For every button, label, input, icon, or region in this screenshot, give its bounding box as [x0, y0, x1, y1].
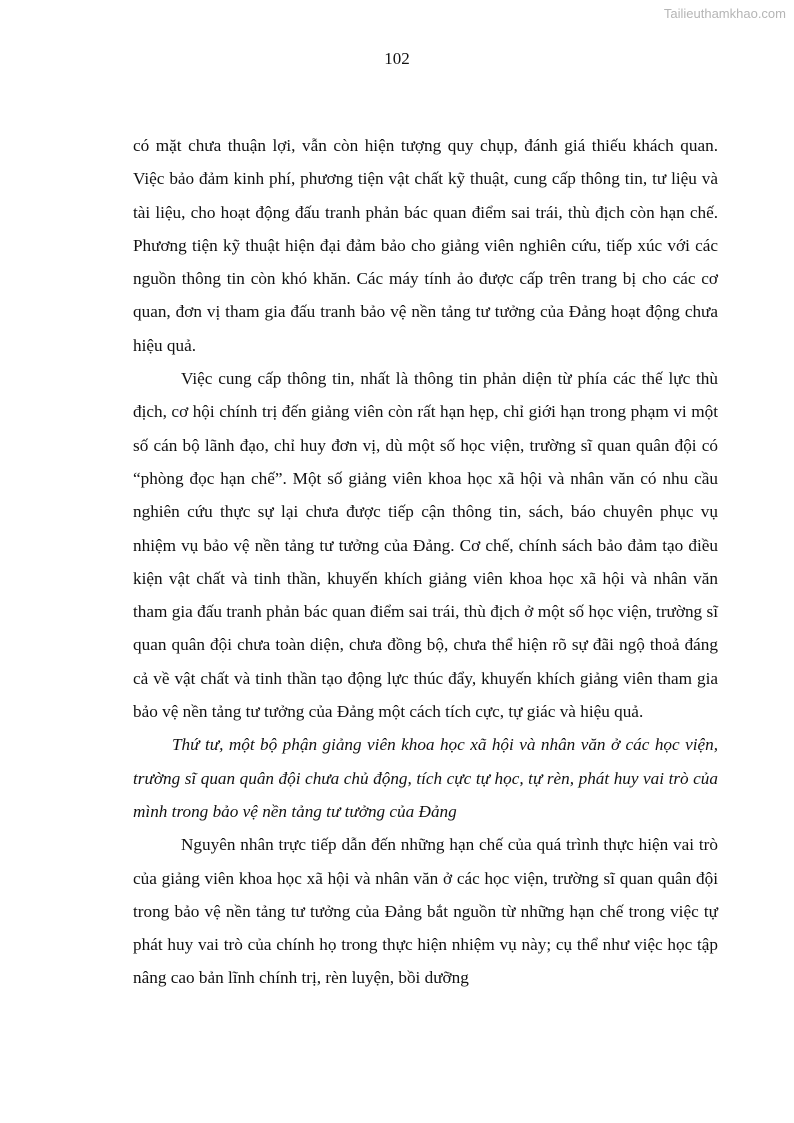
paragraph-direct-cause: Nguyên nhân trực tiếp dẫn đến những hạn chế của quá trình thực hiện vai trò của giảng viên khoa học xã hội và nhân văn ở các học viện, trường sĩ quan quân đội trong bảo vệ nền tảng tư tưởng của Đảng bắt nguồn từ những hạn chế trong việc tự phát huy vai trò của chính họ trong thực hiện nhiệm vụ này; cụ thể như việc học tập nâng cao bản lĩnh chính trị, rèn luyện, bồi dưỡng [133, 835, 718, 988]
watermark: Tailieuthamkhao.com [663, 6, 786, 21]
page-number: 102 [384, 49, 410, 68]
document-body [133, 129, 718, 995]
paragraph-information-supply: Việc cung cấp thông tin, nhất là thông tin phản diện từ phía các thế lực thù địch, cơ hội chính trị đến giảng viên còn rất hạn hẹp, chỉ giới hạn trong phạm vi một số cán bộ lãnh đạo, chỉ huy đơn vị, dù một số học viện, trường sĩ quan quân đội có “phòng đọc hạn chế”. Một số giảng viên khoa học xã hội và nhân văn có nhu cầu nghiên cứu thực sự lại chưa được tiếp cận thông tin, sách, báo chuyên phục vụ nhiệm vụ bảo vệ nền tảng tư tưởng của Đảng. Cơ chế, chính sách bảo đảm tạo điều kiện vật chất và tinh thần, khuyến khích giảng viên khoa học xã hội và nhân văn tham gia đấu tranh phản bác quan điểm sai trái, thù địch ở một số học viện, trường sĩ quan quân đội chưa toàn diện, chưa đồng bộ, chưa thể hiện rõ sự đãi ngộ thoả đáng cả về vật chất và tinh thần tạo động lực thúc đẩy, khuyến khích giảng viên tham gia bảo vệ nền tảng tư tưởng của Đảng một cách tích cực, tự giác và hiệu quả. [133, 369, 718, 722]
section-heading-italic: Thứ tư, một bộ phận giảng viên khoa học xã hội và nhân văn ở các học viện, trường sĩ quan quân đội chưa chủ động, tích cực tự học, tự rèn, phát huy vai trò của mình trong bảo vệ nền tảng tư tưởng của Đảng [133, 735, 718, 821]
paragraph-continuation: có mặt chưa thuận lợi, vẫn còn hiện tượng quy chụp, đánh giá thiếu khách quan. Việc bảo đảm kinh phí, phương tiện vật chất kỹ thuật, cung cấp thông tin, tư liệu và tài liệu, cho hoạt động đấu tranh phản bác quan điểm sai trái, thù địch còn hạn chế. Phương tiện kỹ thuật hiện đại đảm bảo cho giảng viên nghiên cứu, tiếp xúc với các nguồn thông tin còn khó khăn. Các máy tính ảo được cấp trên trang bị cho các cơ quan, đơn vị tham gia đấu tranh bảo vệ nền tảng tư tưởng của Đảng hoạt động chưa hiệu quả. [133, 136, 718, 355]
